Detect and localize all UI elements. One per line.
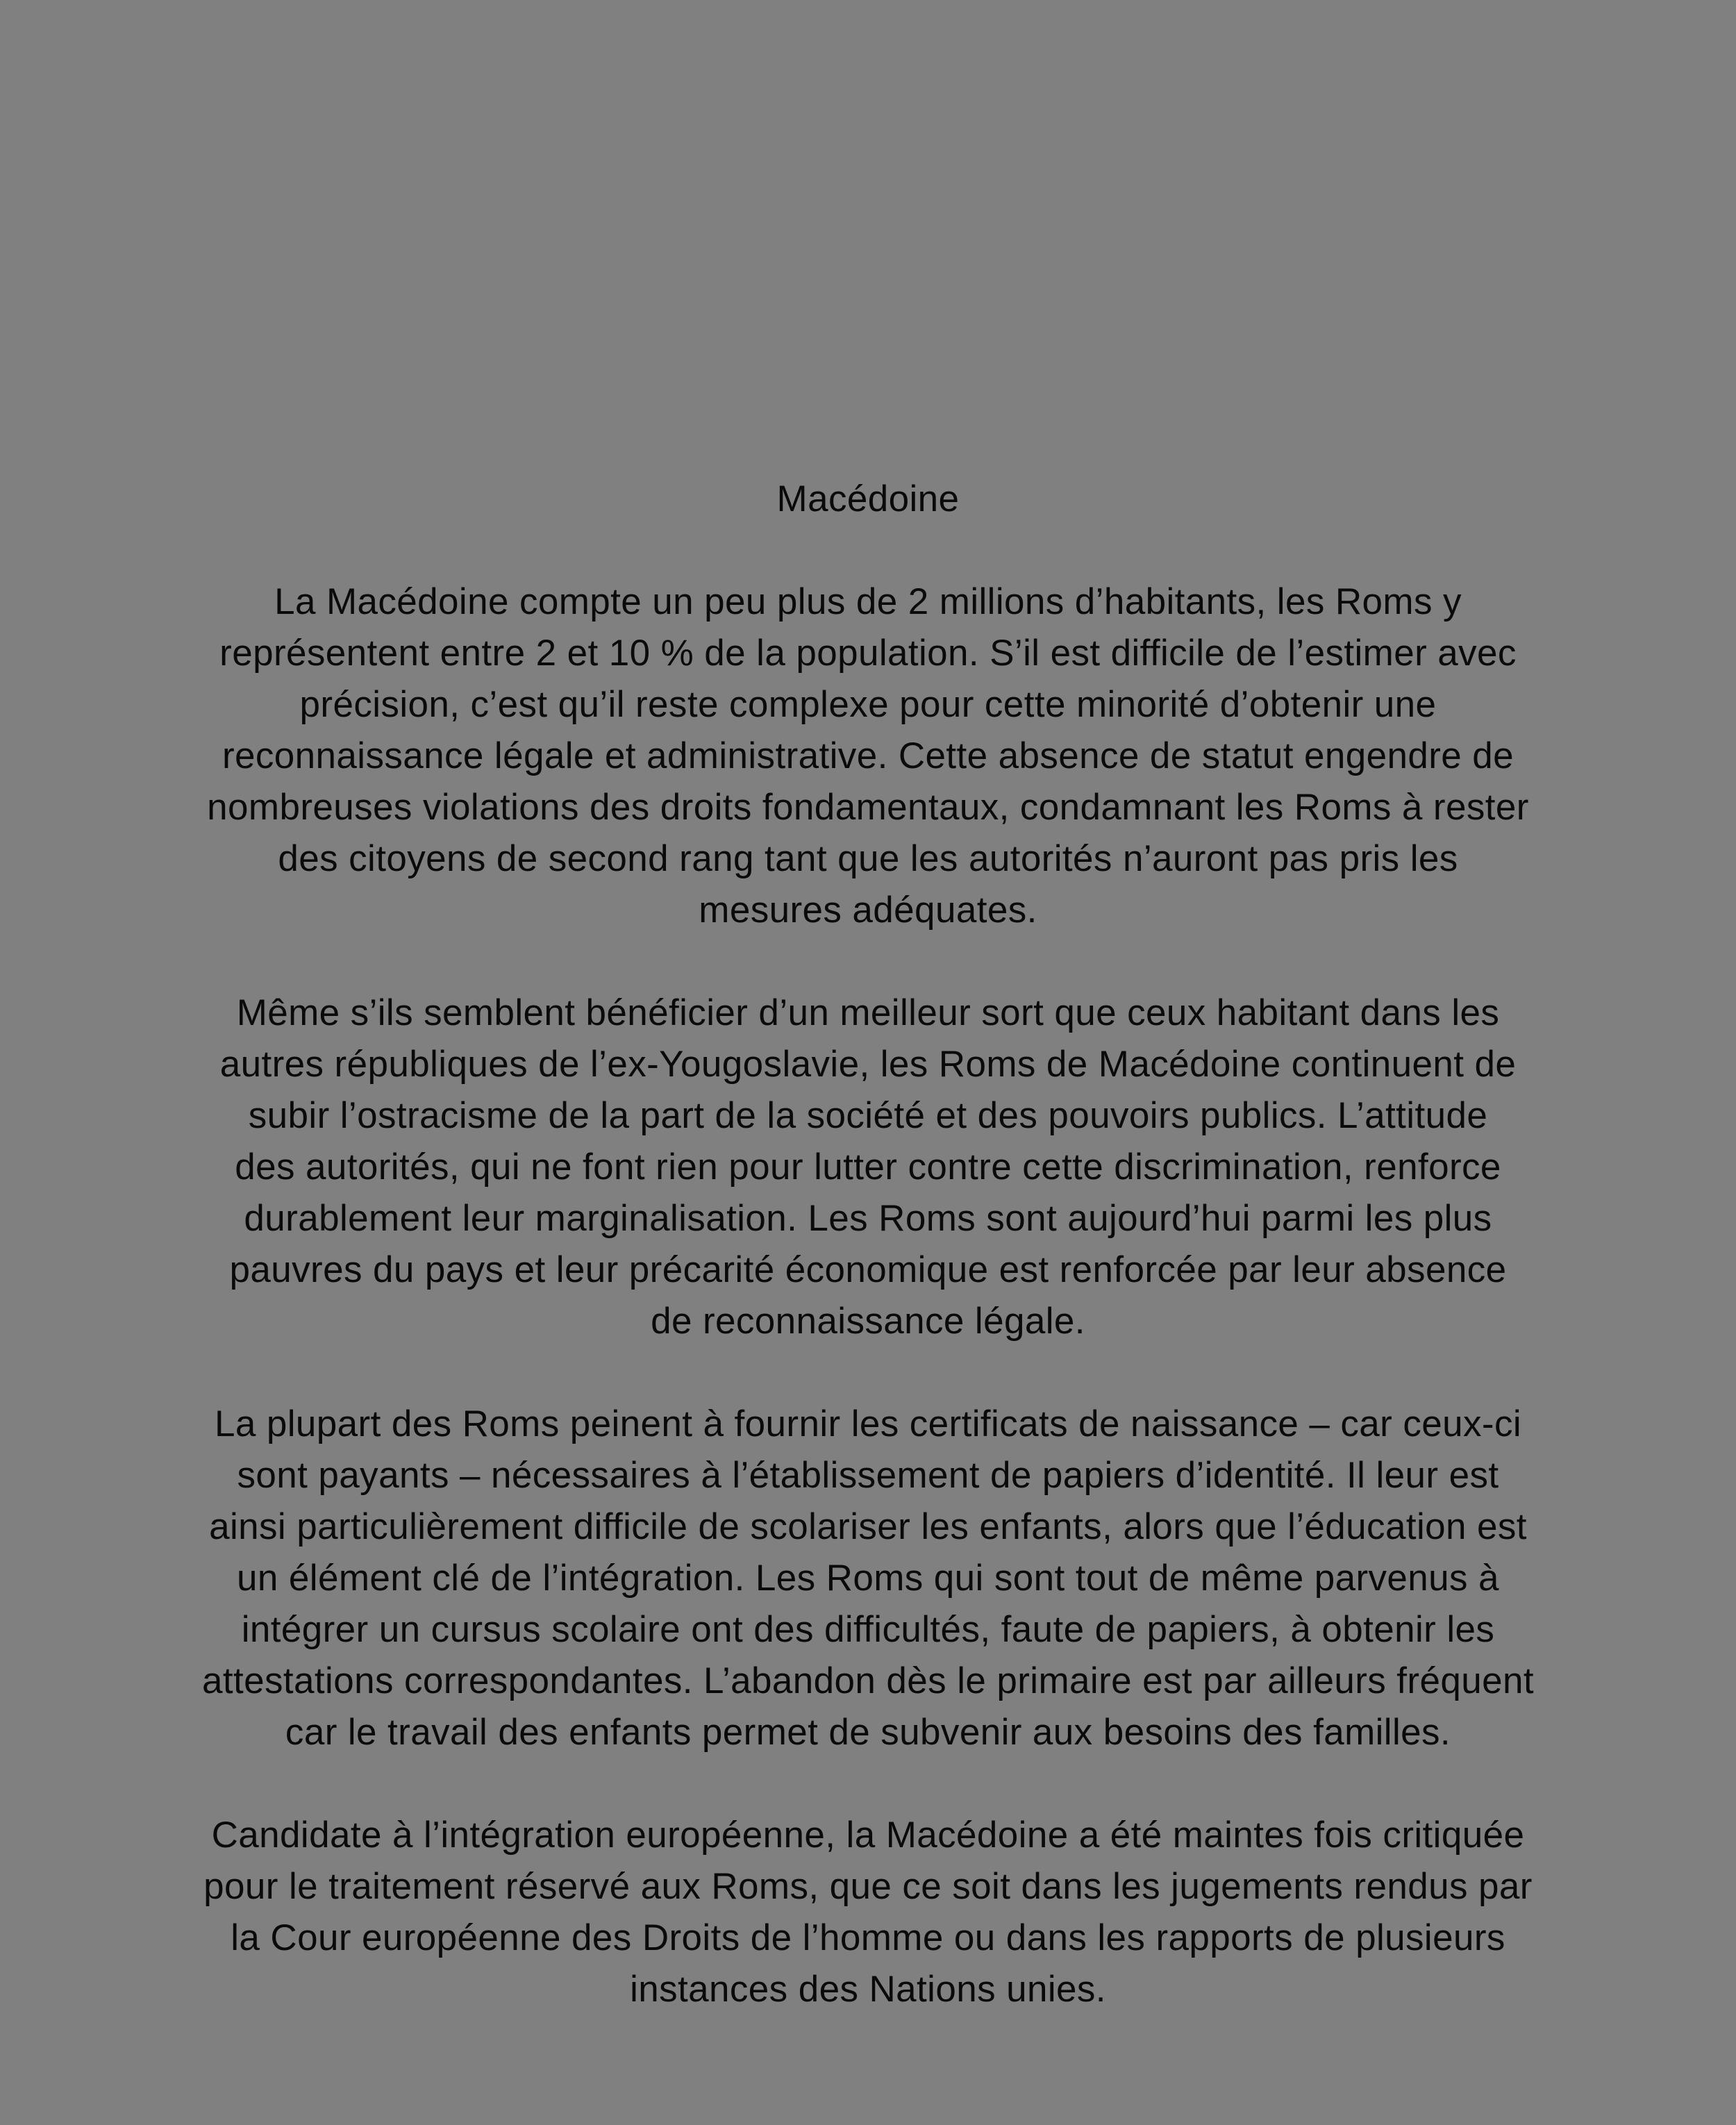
text-line: subir l’ostracisme de la part de la société et des pouvoirs publics. L’attitude	[248, 1095, 1488, 1136]
text-line: des autorités, qui ne font rien pour lutter contre cette discrimination, renforce	[235, 1147, 1501, 1188]
text-line: sont payants – nécessaires à l’établissement de papiers d’identité. Il leur est	[237, 1455, 1499, 1496]
text-line: des citoyens de second rang tant que les autorités n’auront pas pris les	[278, 838, 1458, 879]
paragraph-1	[104, 576, 1632, 936]
text-line: pour le traitement réservé aux Roms, que ce soit dans les jugements rendus par	[203, 1866, 1533, 1907]
text-line: précision, c’est qu’il reste complexe pour cette minorité d’obtenir une	[299, 684, 1437, 725]
paragraph-4	[104, 1810, 1632, 2015]
text-line: La plupart des Roms peinent à fournir les certificats de naissance – car ceux-ci	[214, 1403, 1522, 1444]
text-line: pauvres du pays et leur précarité économique est renforcée par leur absence	[229, 1249, 1507, 1290]
text-line: Candidate à l’intégration européenne, la Macédoine a été maintes fois critiquée	[211, 1815, 1525, 1856]
text-line: attestations correspondantes. L’abandon dès le primaire est par ailleurs fréquent	[202, 1660, 1534, 1701]
text-line: Même s’ils semblent bénéficier d’un meilleur sort que ceux habitant dans les	[236, 992, 1500, 1033]
paragraph-2	[104, 988, 1632, 1347]
document-title: Macédoine	[776, 478, 960, 519]
text-line: ainsi particulièrement difficile de scolariser les enfants, alors que l’éducation est	[209, 1506, 1527, 1547]
text-line: car le travail des enfants permet de subvenir aux besoins des familles.	[285, 1712, 1451, 1753]
text-line: représentent entre 2 et 10 % de la population. S’il est difficile de l’estimer avec	[219, 633, 1517, 674]
text-line: mesures adéquates.	[699, 890, 1037, 931]
text-line: la Cour européenne des Droits de l’homme ou dans les rapports de plusieurs	[231, 1917, 1505, 1958]
text-line: nombreuses violations des droits fondamentaux, condamnant les Roms à rester	[207, 787, 1529, 828]
text-line: un élément clé de l’intégration. Les Roms qui sont tout de même parvenus à	[237, 1558, 1499, 1599]
text-line: reconnaissance légale et administrative. Cette absence de statut engendre de	[222, 735, 1514, 776]
document-body	[104, 474, 1632, 2015]
text-line: de reconnaissance légale.	[651, 1301, 1085, 1342]
text-line: La Macédoine compte un peu plus de 2 millions d’habitants, les Roms y	[274, 581, 1462, 622]
paragraph-3	[104, 1399, 1632, 1758]
text-line: instances des Nations unies.	[630, 1969, 1106, 2010]
text-line: durablement leur marginalisation. Les Roms sont aujourd’hui parmi les plus	[244, 1198, 1492, 1239]
text-line: autres républiques de l’ex-Yougoslavie, les Roms de Macédoine continuent de	[219, 1044, 1517, 1085]
text-line: intégrer un cursus scolaire ont des difficultés, faute de papiers, à obtenir les	[241, 1609, 1495, 1650]
